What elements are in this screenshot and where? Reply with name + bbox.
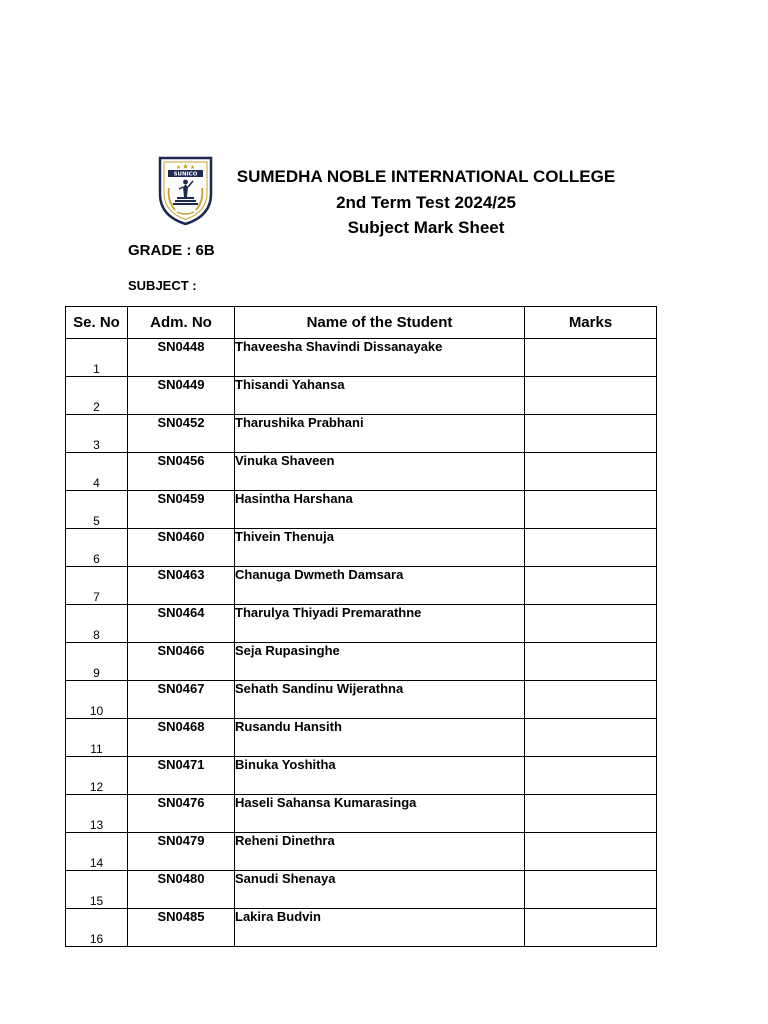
student-name-cell: Haseli Sahansa Kumarasinga <box>235 795 525 833</box>
table-row <box>66 719 657 757</box>
table-row <box>66 909 657 947</box>
header-marks: Marks <box>525 307 657 339</box>
table-header-row <box>66 307 657 339</box>
table-row <box>66 339 657 377</box>
admission-no-cell: SN0466 <box>128 643 235 681</box>
admission-no-cell: SN0476 <box>128 795 235 833</box>
student-name-cell: Binuka Yoshitha <box>235 757 525 795</box>
admission-no-cell: SN0463 <box>128 567 235 605</box>
admission-no-cell: SN0467 <box>128 681 235 719</box>
student-name-cell: Sanudi Shenaya <box>235 871 525 909</box>
admission-no-cell: SN0452 <box>128 415 235 453</box>
marks-cell[interactable] <box>525 529 657 567</box>
admission-no-cell: SN0485 <box>128 909 235 947</box>
serial-no-cell: 15 <box>66 871 128 909</box>
student-name-cell: Tharulya Thiyadi Premarathne <box>235 605 525 643</box>
student-name-cell: Thaveesha Shavindi Dissanayake <box>235 339 525 377</box>
student-name-cell: Lakira Budvin <box>235 909 525 947</box>
serial-no-cell: 3 <box>66 415 128 453</box>
table-row <box>66 757 657 795</box>
marks-cell[interactable] <box>525 871 657 909</box>
admission-no-cell: SN0459 <box>128 491 235 529</box>
marks-cell[interactable] <box>525 415 657 453</box>
serial-no-cell: 7 <box>66 567 128 605</box>
serial-no-cell: 11 <box>66 719 128 757</box>
header-admission-no: Adm. No <box>128 307 235 339</box>
serial-no-cell: 10 <box>66 681 128 719</box>
subject-label: SUBJECT : <box>128 278 197 293</box>
marks-cell[interactable] <box>525 491 657 529</box>
student-name-cell: Reheni Dinethra <box>235 833 525 871</box>
marks-cell[interactable] <box>525 833 657 871</box>
crest-logo-text: SUNICO <box>173 171 198 178</box>
serial-no-cell: 5 <box>66 491 128 529</box>
marks-cell[interactable] <box>525 605 657 643</box>
table-row <box>66 491 657 529</box>
student-name-cell: Tharushika Prabhani <box>235 415 525 453</box>
serial-no-cell: 6 <box>66 529 128 567</box>
table-row <box>66 871 657 909</box>
table-row <box>66 681 657 719</box>
student-name-cell: Seja Rupasinghe <box>235 643 525 681</box>
serial-no-cell: 9 <box>66 643 128 681</box>
table-row <box>66 567 657 605</box>
serial-no-cell: 1 <box>66 339 128 377</box>
marks-cell[interactable] <box>525 681 657 719</box>
student-name-cell: Thisandi Yahansa <box>235 377 525 415</box>
admission-no-cell: SN0480 <box>128 871 235 909</box>
marks-cell[interactable] <box>525 567 657 605</box>
header-serial-no: Se. No <box>66 307 128 339</box>
marks-cell[interactable] <box>525 377 657 415</box>
admission-no-cell: SN0449 <box>128 377 235 415</box>
table-row <box>66 605 657 643</box>
serial-no-cell: 4 <box>66 453 128 491</box>
table-row <box>66 377 657 415</box>
college-name: SUMEDHA NOBLE INTERNATIONAL COLLEGE <box>236 167 616 186</box>
admission-no-cell: SN0471 <box>128 757 235 795</box>
serial-no-cell: 8 <box>66 605 128 643</box>
admission-no-cell: SN0448 <box>128 339 235 377</box>
marks-cell[interactable] <box>525 643 657 681</box>
mark-sheet-table <box>65 306 657 947</box>
table-row <box>66 529 657 567</box>
serial-no-cell: 13 <box>66 795 128 833</box>
sheet-title: Subject Mark Sheet <box>347 218 505 237</box>
marks-cell[interactable] <box>525 339 657 377</box>
student-name-cell: Rusandu Hansith <box>235 719 525 757</box>
test-name: 2nd Term Test 2024/25 <box>336 192 516 212</box>
student-name-cell: Thivein Thenuja <box>235 529 525 567</box>
marks-cell[interactable] <box>525 795 657 833</box>
table-row <box>66 833 657 871</box>
serial-no-cell: 12 <box>66 757 128 795</box>
serial-no-cell: 14 <box>66 833 128 871</box>
admission-no-cell: SN0464 <box>128 605 235 643</box>
serial-no-cell: 16 <box>66 909 128 947</box>
table-row <box>66 795 657 833</box>
marks-cell[interactable] <box>525 453 657 491</box>
serial-no-cell: 2 <box>66 377 128 415</box>
grade-label: GRADE : 6B <box>128 242 215 259</box>
header-student-name: Name of the Student <box>235 307 525 339</box>
admission-no-cell: SN0468 <box>128 719 235 757</box>
marks-cell[interactable] <box>525 719 657 757</box>
marks-cell[interactable] <box>525 909 657 947</box>
student-name-cell: Sehath Sandinu Wijerathna <box>235 681 525 719</box>
student-name-cell: Vinuka Shaveen <box>235 453 525 491</box>
student-name-cell: Hasintha Harshana <box>235 491 525 529</box>
admission-no-cell: SN0479 <box>128 833 235 871</box>
table-row <box>66 453 657 491</box>
marks-cell[interactable] <box>525 757 657 795</box>
student-name-cell: Chanuga Dwmeth Damsara <box>235 567 525 605</box>
document-header <box>196 164 656 241</box>
table-row <box>66 415 657 453</box>
table-row <box>66 643 657 681</box>
admission-no-cell: SN0456 <box>128 453 235 491</box>
admission-no-cell: SN0460 <box>128 529 235 567</box>
